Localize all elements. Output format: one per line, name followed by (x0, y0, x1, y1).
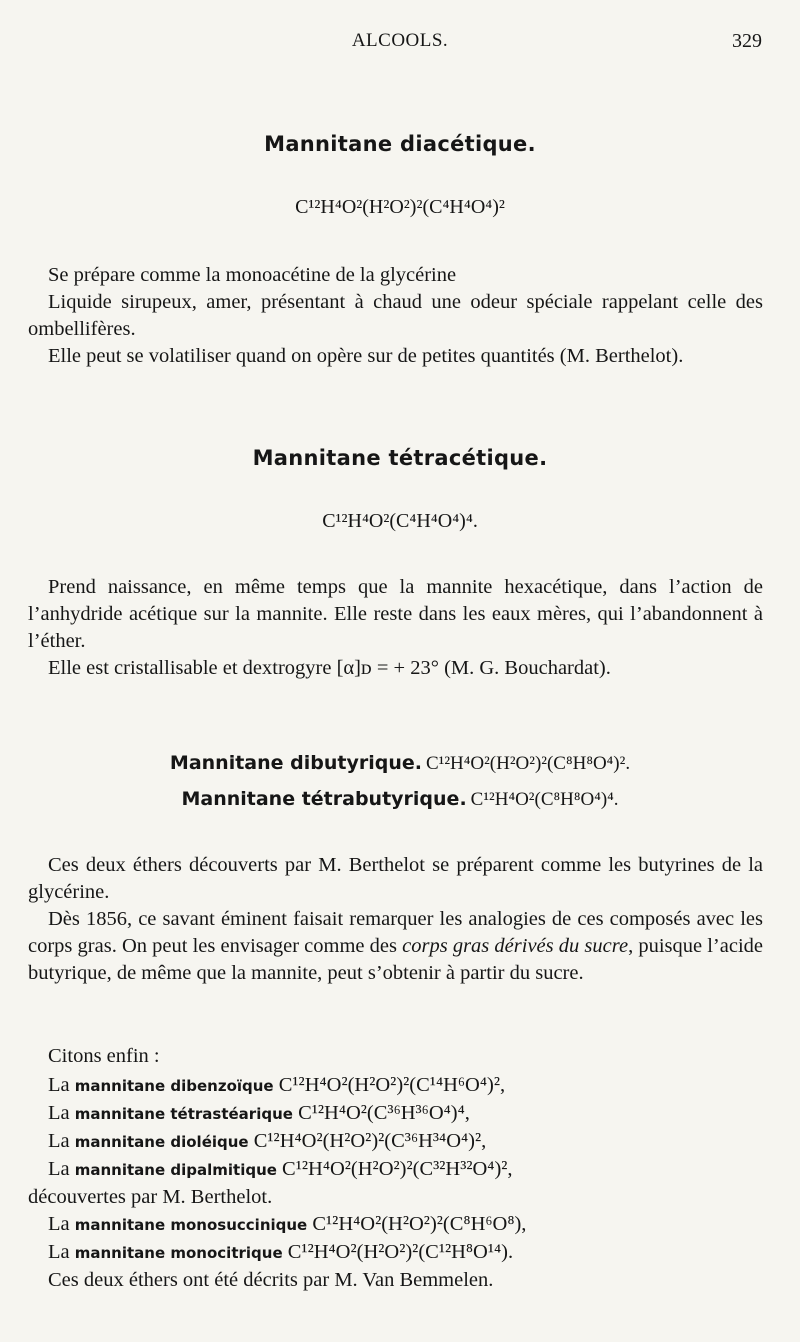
list-item (28, 1211, 763, 1239)
list-item (28, 1128, 763, 1156)
compound-name: mannitane monocitrique (74, 1244, 283, 1262)
paragraph (28, 906, 763, 987)
formula: C¹²H⁴O²(H²O²)²(C⁸H⁶O⁸), (312, 1213, 527, 1235)
formula: C¹²H⁴O²(C⁸H⁸O⁴)⁴. (470, 789, 619, 810)
compound-name: mannitane dioléique (74, 1133, 249, 1151)
compound-name: mannitane monosuccinique (74, 1216, 308, 1234)
formula: C¹²H⁴O²(H²O²)²(C⁸H⁸O⁴)². (425, 753, 631, 774)
list-item (28, 1156, 763, 1184)
section-body (28, 574, 763, 682)
article: La (48, 1130, 70, 1152)
list-block (28, 1043, 763, 1294)
section-title: Mannitane dibutyrique. (169, 752, 422, 774)
heading-line (0, 788, 800, 811)
text-run: , puisque l’acide butyrique, de même que la mannite, peut s’obtenir à partir du sucre. (28, 935, 764, 984)
list-item (28, 1072, 763, 1100)
list-intro (28, 1043, 763, 1070)
paragraph: Liquide sirupeux, amer, présentant à chaud une odeur spéciale rappelant celle des ombellifères. (28, 291, 763, 340)
list-note (28, 1267, 763, 1294)
article: La (48, 1102, 70, 1124)
compound-name: mannitane dipalmitique (74, 1161, 277, 1179)
section-title: Mannitane tétrabutyrique. (181, 788, 467, 810)
running-head (0, 30, 800, 60)
section-title: Mannitane diacétique. (264, 132, 536, 156)
running-title: ALCOOLS. (351, 30, 449, 51)
intro-text: Citons enfin : (48, 1045, 160, 1067)
paragraph: Elle peut se volatiliser quand on opère sur de petites quantités (M. Berthelot). (48, 345, 684, 367)
paragraph: Elle est cristallisable et dextrogyre [α]ᴅ = + 23° (M. G. Bouchardat). (48, 657, 611, 679)
paragraph: Ces deux éthers découverts par M. Berthelot se préparent comme les butyrines de la glycérine. (28, 854, 763, 903)
article: La (48, 1158, 70, 1180)
formula: C¹²H⁴O²(H²O²)²(C¹²H⁸O¹⁴). (287, 1241, 514, 1263)
formula: C¹²H⁴O²(C⁴H⁴O⁴)⁴. (322, 510, 478, 532)
section-body (28, 852, 763, 987)
list-note: découvertes par M. Berthelot. (28, 1186, 273, 1208)
compound-name: mannitane tétrastéarique (74, 1105, 293, 1123)
article: La (48, 1074, 70, 1096)
list-item (28, 1100, 763, 1128)
note-text: Ces deux éthers ont été décrits par M. Van Bemmelen. (48, 1269, 494, 1291)
formula: C¹²H⁴O²(H²O²)²(C³⁶H³⁴O⁴)², (253, 1130, 487, 1152)
compound-name: mannitane dibenzoïque (74, 1077, 274, 1095)
section-title: Mannitane tétracétique. (252, 446, 548, 470)
formula: C¹²H⁴O²(C³⁶H³⁶O⁴)⁴, (298, 1102, 470, 1124)
formula: C¹²H⁴O²(H²O²)²(C¹⁴H⁶O⁴)², (278, 1074, 506, 1096)
article: La (48, 1213, 70, 1235)
section-body (28, 262, 763, 370)
heading-line (0, 752, 800, 775)
article: La (48, 1241, 70, 1263)
page-number: 329 (732, 30, 762, 52)
formula: C¹²H⁴O²(H²O²)²(C⁴H⁴O⁴)² (295, 196, 505, 218)
paragraph: Prend naissance, en même temps que la mannite hexacétique, dans l’action de l’anhydride acétique sur la mannite. Elle reste dans les eaux mères, qui l’abandonnent à l’éther. (28, 576, 763, 652)
italic-text: corps gras dérivés du sucre (402, 935, 629, 957)
text-run: Dès 1856, ce savant éminent faisait remarquer les analogies de ces composés avec les corps gras. On peut les envisager comme des (28, 908, 763, 957)
paragraph: Se prépare comme la monoacétine de la glycérine (48, 264, 457, 286)
list-item (28, 1239, 763, 1267)
formula: C¹²H⁴O²(H²O²)²(C³²H³²O⁴)², (282, 1158, 513, 1180)
